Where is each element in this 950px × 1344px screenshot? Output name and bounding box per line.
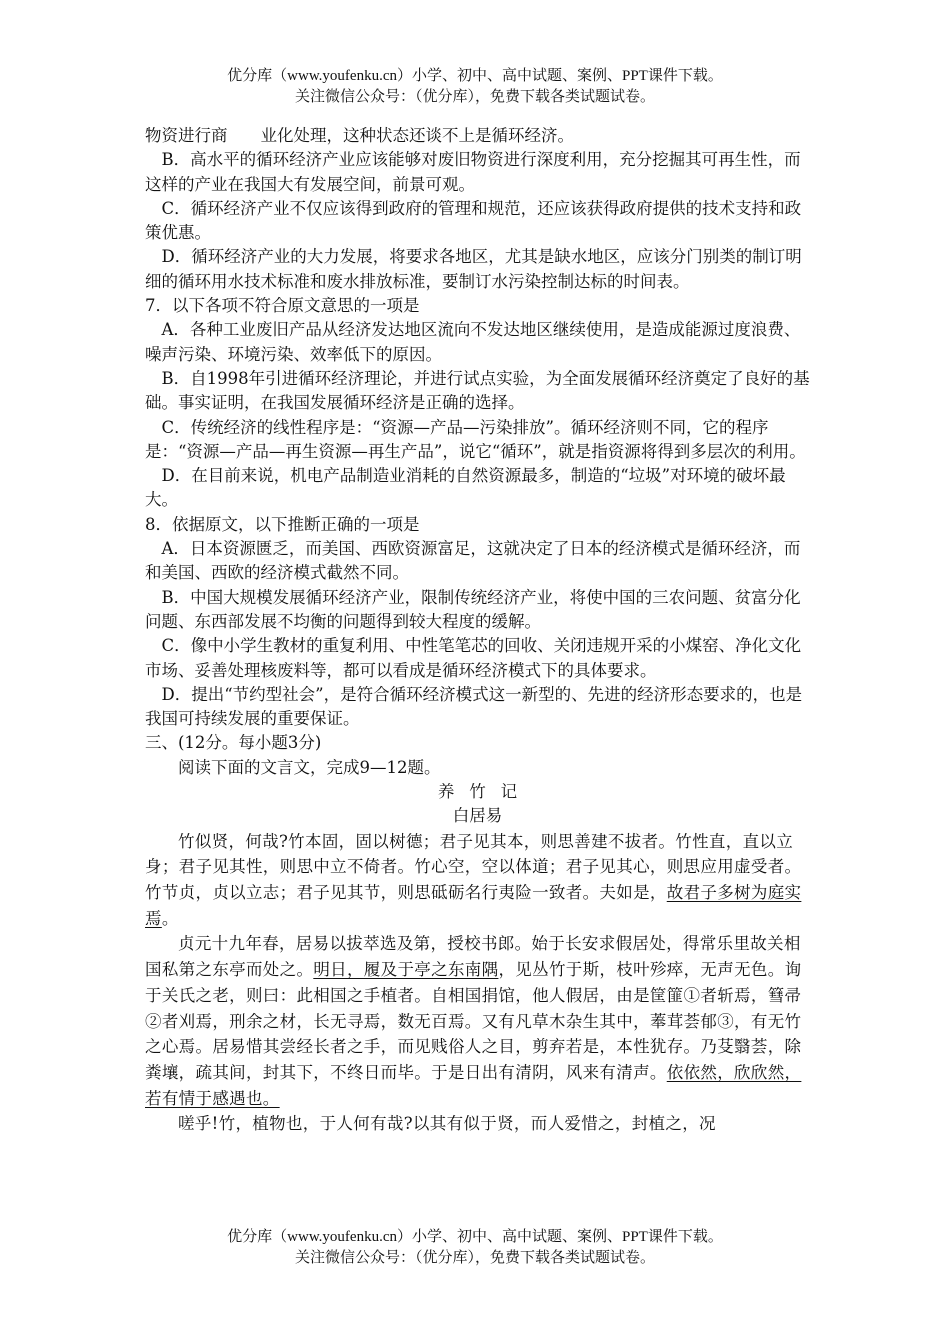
section-heading: 三、(12分。每小题3分)	[145, 733, 322, 753]
footer-line-2: 关注微信公众号：（优分库），免费下载各类试题试卷。	[294, 1250, 655, 1266]
essay-author: 白居易	[452, 806, 503, 826]
q6-option-c: C．循环经济产业不仅应该得到政府的管理和规范，还应该获得政府提供的技术支持和政 策优惠。	[145, 198, 835, 243]
q7-option-c: C．传统经济的线性程序是：“资源—产品—污染排放”。循环经济则不同，它的程序是：“资源—产品—再生资源—再生产品”，说它“循环”，就是指资源将得到多层次的利用。	[145, 417, 806, 461]
q8-stem: 8．依据原文，以下推断正确的一项是	[145, 514, 420, 534]
q8-option-b: B．中国大规模发展循环经济产业，限制传统经济产业，将使中国的三农问题、贫富分化问题、东西部发展不均衡的问题得到较大程度的缓解。	[145, 587, 801, 631]
essay-title: 养竹记	[437, 782, 532, 802]
essay-paragraph-1	[145, 829, 810, 932]
paragraph-1-end: 。	[161, 908, 179, 928]
essay-paragraph-2	[145, 931, 810, 1111]
q6-continuation: 物资进行商 业化处理，这种状态还谈不上是循环经济。	[145, 126, 574, 145]
document-body	[145, 124, 843, 1137]
header-line-1: 优分库（www.youfenku.cn）小学、初中、高中试题、案例、PPT课件下载。	[227, 68, 723, 84]
underlined-sentence-3: 依依然，欣欣然，若有情于感遇也。	[145, 1062, 802, 1108]
q8-option-d: D．提出“节约型社会”，是符合循环经济模式这一新型的、先进的经济形态要求的，也是我国可持续发展的重要保证。	[145, 684, 803, 729]
q7-option-b: B．自1998年引进循环经济理论，并进行试点实验，为全面发展循环经济奠定了良好的基 础。事实证明，在我国发展循环经济是正确的选择。	[145, 368, 843, 413]
q7-stem: 7．以下各项不符合原文意思的一项是	[145, 296, 420, 316]
underlined-sentence-2: 明日，履及于亭之东南隅	[313, 960, 499, 980]
paragraph-2-text-b: ，见丛竹于斯，枝叶殄瘁，无声无色。询于关氏之老，则曰：此相国之手植者。自相国捐馆，他人假居，由是筐篚①者斩焉，篲帚②者刈焉，刑余之材，长无寻焉，数无百焉。又有凡草木杂生其中，菶茸荟郁③，有无竹之心焉。居易惜其尝经长者之手，而见贱俗人之目，剪弃若是，本性犹存。乃芟翳荟，除粪壤，疏其间，封其下，不终日而毕。于是日出有清阴，风来有清声。	[145, 960, 802, 1082]
header-line-2: 关注微信公众号：（优分库），免费下载各类试题试卷。	[294, 89, 655, 105]
q6-option-d: D．循环经济产业的大力发展，将要求各地区，尤其是缺水地区，应该分门别类的制订明细的循环用水技术标准和废水排放标准，要制订水污染控制达标的时间表。	[145, 247, 802, 291]
q8-option-c: C．像中小学生教材的重复利用、中性笔笔芯的回收、关闭违规开采的小煤窑、净化文化市场、妥善处理核废料等，都可以看成是循环经济模式下的具体要求。	[145, 636, 802, 680]
footer-line-1: 优分库（www.youfenku.cn）小学、初中、高中试题、案例、PPT课件下载。	[227, 1229, 723, 1245]
classical-text	[145, 829, 810, 1137]
page-header	[0, 66, 950, 108]
q7-option-d: D．在目前来说，机电产品制造业消耗的自然资源最多，制造的“垃圾”对环境的破坏最大。	[145, 466, 786, 510]
underlined-sentence-1: 故君子多树为庭实焉	[145, 883, 802, 928]
essay-paragraph-3: 嗟乎!竹，植物也，于人何有哉?以其有似于贤，而人爱惜之，封植之，况	[178, 1114, 716, 1134]
page-footer	[0, 1227, 950, 1269]
q6-option-b: B．高水平的循环经济产业应该能够对废旧物资进行深度利用，充分挖掘其可再生性，而这样的产业在我国大有发展空间，前景可观。	[145, 150, 801, 194]
paragraph-2-text-a: 贞元十九年春，居易以拔萃选及第，授校书郎。始于长安求假居处，得常乐里故关相国私第之东亭而处之。	[145, 934, 801, 980]
q8-option-a: A．日本资源匮乏，而美国、西欧资源富足，这就决定了日本的经济模式是循环经济，而和美国、西欧的经济模式截然不同。	[145, 539, 801, 583]
q7-option-a: A．各种工业废旧产品从经济发达地区流向不发达地区继续使用，是造成能源过度浪费、噪声污染、环境污染、效率低下的原因。	[145, 320, 801, 364]
paragraph-1-text: 竹似贤，何哉?竹本固，固以树德；君子见其本，则思善建不拔者。竹性直，直以立身；君子见其性，则思中立不倚者。竹心空，空以体道；君子见其心，则思应用虚受者。竹节贞，贞以立志；君子见其节，则思砥砺名行夷险一致者。夫如是，	[145, 831, 802, 903]
section-instruction: 阅读下面的文言文，完成9—12题。	[178, 757, 441, 777]
